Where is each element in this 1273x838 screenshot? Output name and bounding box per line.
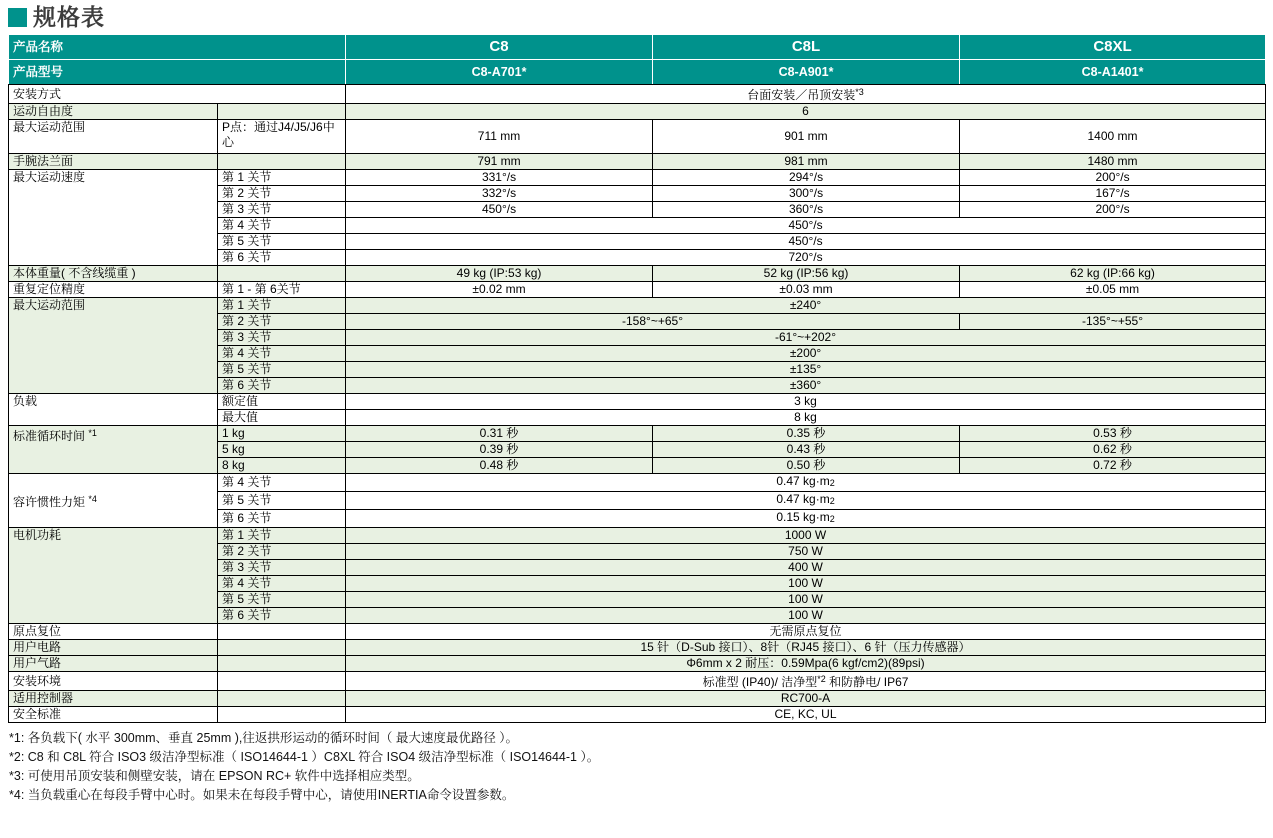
cell-text: -61°~+202°: [775, 330, 836, 344]
spec-value-cell: [346, 510, 1266, 528]
spec-sublabel-cell: [218, 170, 346, 186]
cell-text: 第 2 关节: [222, 314, 272, 328]
spec-value-cell: [346, 560, 1266, 576]
spec-sublabel-cell: [218, 346, 346, 362]
table-row: [9, 154, 1266, 170]
cell-text: 981 mm: [784, 154, 828, 168]
cell-text: 450°/s: [481, 202, 517, 216]
cell-text: 6: [802, 104, 809, 118]
table-row: [9, 672, 1266, 691]
cell-text: 原点复位: [13, 624, 62, 638]
spec-empty-cell: [218, 672, 346, 691]
spec-sublabel-cell: [218, 218, 346, 234]
spec-value-cell: [346, 707, 1266, 723]
spec-value-cell: [346, 250, 1266, 266]
cell-text: 62 kg (IP:66 kg): [1070, 266, 1155, 280]
cell-text: 适用控制器: [13, 691, 74, 705]
spec-value-cell: [960, 314, 1266, 330]
spec-empty-cell: [218, 624, 346, 640]
cell-text: 0.47 kg·m: [776, 474, 830, 488]
column-header-c8: [346, 35, 653, 60]
cell-text: 0.62 秒: [1093, 442, 1132, 456]
cell-text: 用户气路: [13, 656, 62, 670]
spec-value-cell: [653, 442, 960, 458]
spec-value-cell: [346, 672, 1266, 691]
cell-text: Φ6mm x 2 耐压：0.59Mpa(6 kgf/cm2)(89psi): [686, 656, 925, 670]
cell-text: 第 6 关节: [222, 511, 272, 525]
cell-text: 711 mm: [477, 129, 521, 143]
cell-text: C8-A701*: [471, 64, 527, 79]
spec-empty-cell: [218, 640, 346, 656]
cell-text: 167°/s: [1095, 186, 1130, 200]
spec-value-cell: [346, 394, 1266, 410]
cell-text: 运动自由度: [13, 104, 74, 118]
spec-sublabel-cell: [218, 120, 346, 154]
section-title: [8, 4, 1265, 31]
cell-text: 1400 mm: [1087, 129, 1138, 143]
spec-value-cell: [346, 154, 653, 170]
spec-sublabel-cell: [218, 544, 346, 560]
cell-text: RC700-A: [780, 691, 831, 705]
cell-text: 第 4 关节: [222, 475, 272, 489]
cell-text-sub: 2: [829, 514, 835, 524]
spec-label-cell: [9, 266, 218, 282]
table-row: [9, 282, 1266, 298]
table-row: [9, 474, 1266, 492]
cell-text: C8-A901*: [778, 64, 834, 79]
spec-empty-cell: [218, 266, 346, 282]
cell-text: 100 W: [788, 608, 823, 622]
spec-value-cell: [653, 120, 960, 154]
page-title: 规格表: [33, 4, 105, 30]
cell-text: 容许惯性力矩: [13, 494, 89, 509]
cell-text: 手腕法兰面: [13, 154, 74, 168]
cell-text: 安装环境: [13, 673, 62, 688]
spec-value-cell: [346, 656, 1266, 672]
cell-text: -135°~+55°: [1082, 314, 1143, 328]
cell-text: 8 kg: [794, 410, 817, 424]
spec-table: [8, 34, 1266, 723]
footnote-2: *2: C8 和 C8L 符合 ISO3 级洁净型标准（ ISO14644-1 ）C8XL 符合 ISO4 级洁净型标准（ ISO14644-1 ）。: [9, 750, 600, 764]
spec-value-cell: [653, 426, 960, 442]
spec-value-cell: [653, 266, 960, 282]
cell-text: 5 kg: [222, 442, 245, 456]
spec-value-cell: [346, 186, 653, 202]
cell-text: 0.35 秒: [786, 426, 826, 440]
cell-text-big: C8XL: [1093, 38, 1132, 55]
spec-label-cell: [9, 282, 218, 298]
spec-value-cell: [346, 346, 1266, 362]
cell-text: 额定值: [222, 394, 259, 408]
cell-text: P点：通过J4/J5/J6中心: [222, 120, 335, 149]
table-row: [9, 298, 1266, 314]
spec-label-cell: [9, 154, 218, 170]
spec-sublabel-cell: [218, 394, 346, 410]
table-row: [9, 640, 1266, 656]
spec-sublabel-cell: [218, 442, 346, 458]
cell-text: 第 5 关节: [222, 493, 272, 507]
cell-text: 0.53 秒: [1093, 426, 1132, 440]
cell-text: 100 W: [788, 576, 823, 590]
cell-text: 15 针（D-Sub 接口）、8针（RJ45 接口）、6 针（压力传感器）: [640, 640, 971, 654]
spec-sublabel-cell: [218, 362, 346, 378]
spec-value-cell: [346, 442, 653, 458]
cell-text-sub: 2: [829, 478, 835, 488]
cell-text: 第 3 关节: [222, 330, 272, 344]
cell-text: 0.50 秒: [786, 458, 826, 472]
spec-value-cell: [346, 266, 653, 282]
cell-text: 第 3 关节: [222, 560, 272, 574]
cell-text-sup: *2: [817, 674, 826, 684]
cell-text: ±200°: [789, 346, 822, 360]
spec-sublabel-cell: [218, 426, 346, 442]
spec-value-cell: [653, 170, 960, 186]
cell-text-sub: 2: [829, 496, 835, 506]
cell-text: 无需原点复位: [769, 624, 842, 638]
spec-sublabel-cell: [218, 250, 346, 266]
cell-text-big: C8L: [791, 38, 821, 55]
spec-value-cell: [653, 458, 960, 474]
spec-sublabel-cell: [218, 458, 346, 474]
cell-text: ±0.02 mm: [472, 282, 526, 296]
spec-label-cell: [9, 120, 218, 154]
spec-value-cell: [960, 170, 1266, 186]
cell-text: 0.48 秒: [479, 458, 519, 472]
spec-sublabel-cell: [218, 410, 346, 426]
cell-text: 产品型号: [13, 64, 64, 79]
cell-text: 第 4 关节: [222, 346, 272, 360]
table-row: [9, 120, 1266, 154]
spec-sublabel-cell: [218, 474, 346, 492]
cell-text: -158°~+65°: [622, 314, 683, 328]
cell-text: 第 5 关节: [222, 592, 272, 606]
footnotes: [8, 729, 1265, 805]
spec-label-cell: [9, 85, 346, 104]
spec-value-cell: [346, 576, 1266, 592]
cell-text: 台面安装／吊顶安装: [747, 88, 856, 102]
spec-value-cell: [960, 120, 1266, 154]
table-row: [9, 85, 1266, 104]
spec-empty-cell: [218, 691, 346, 707]
cell-text: 第 5 关节: [222, 234, 272, 248]
spec-value-cell: [346, 410, 1266, 426]
spec-label-cell: [9, 691, 218, 707]
cell-text: 331°/s: [481, 170, 517, 184]
table-row: [9, 624, 1266, 640]
cell-text: 电机功耗: [13, 528, 62, 542]
spec-value-cell: [346, 282, 653, 298]
cell-text: C8-A1401*: [1081, 64, 1144, 79]
cell-text: ±240°: [789, 298, 822, 312]
cell-text: 产品名称: [13, 39, 64, 54]
spec-sublabel-cell: [218, 608, 346, 624]
spec-value-cell: [346, 330, 1266, 346]
model-c8l: [653, 60, 960, 85]
table-row: [9, 528, 1266, 544]
model-c8xl: [960, 60, 1266, 85]
cell-text: ±135°: [789, 362, 822, 376]
cell-text: 第 4 关节: [222, 576, 272, 590]
spec-label-cell: [9, 624, 218, 640]
cell-text: 332°/s: [481, 186, 517, 200]
cell-text: 最大运动范围: [13, 298, 86, 312]
spec-value-cell: [346, 120, 653, 154]
cell-text: 第 6 关节: [222, 250, 272, 264]
spec-value-cell: [346, 474, 1266, 492]
cell-text: 52 kg (IP:56 kg): [763, 266, 849, 280]
table-row: [9, 35, 1266, 60]
cell-text: 第 1 关节: [222, 298, 272, 312]
cell-text: 第 2 关节: [222, 186, 272, 200]
column-header-c8l: [653, 35, 960, 60]
cell-text: 0.43 秒: [786, 442, 826, 456]
cell-text: 100 W: [788, 592, 823, 606]
cell-text: 1000 W: [784, 528, 827, 542]
spec-value-cell: [346, 608, 1266, 624]
spec-sublabel-cell: [218, 378, 346, 394]
cell-text: 200°/s: [1095, 170, 1130, 184]
spec-label-cell: [9, 104, 218, 120]
cell-text: 300°/s: [788, 186, 824, 200]
spec-value-cell: [346, 234, 1266, 250]
spec-value-cell: [346, 640, 1266, 656]
cell-text: 1 kg: [222, 426, 245, 440]
cell-text: 负载: [13, 394, 38, 408]
spec-label-cell: [9, 298, 218, 394]
spec-value-cell: [653, 282, 960, 298]
spec-value-cell: [960, 266, 1266, 282]
footnote-3: *3: 可使用吊顶安装和侧壁安装，请在 EPSON RC+ 软件中选择相应类型。: [9, 769, 420, 783]
table-row: [9, 426, 1266, 442]
cell-text: 第 5 关节: [222, 362, 272, 376]
table-row: [9, 170, 1266, 186]
cell-text: 901 mm: [784, 129, 828, 143]
spec-value-cell: [346, 426, 653, 442]
spec-value-cell: [346, 492, 1266, 510]
cell-text: CE, KC, UL: [774, 707, 837, 721]
section-marker-icon: [8, 8, 27, 27]
spec-value-cell: [346, 691, 1266, 707]
cell-text: 49 kg (IP:53 kg): [456, 266, 542, 280]
cell-text: 安全标准: [13, 707, 62, 721]
cell-text: 3 kg: [794, 394, 817, 408]
cell-text: 最大运动速度: [13, 170, 86, 184]
spec-sublabel-cell: [218, 560, 346, 576]
cell-text: 安装方式: [13, 86, 62, 101]
cell-text-sup: *4: [88, 493, 97, 504]
cell-text: 1480 mm: [1087, 154, 1138, 168]
spec-label-cell: [9, 707, 218, 723]
spec-value-cell: [346, 170, 653, 186]
cell-text: 294°/s: [788, 170, 824, 184]
spec-value-cell: [960, 458, 1266, 474]
spec-value-cell: [346, 624, 1266, 640]
cell-text-sup: *3: [855, 87, 864, 97]
spec-value-cell: [346, 378, 1266, 394]
footnote-1: *1: 各负载下( 水平 300mm、垂直 25mm ),往返拱形运动的循环时间（ 最大速度最优路径 ）。: [9, 731, 519, 745]
spec-sublabel-cell: [218, 202, 346, 218]
spec-value-cell: [346, 458, 653, 474]
spec-sublabel-cell: [218, 330, 346, 346]
cell-text: 400 W: [788, 560, 823, 574]
spec-value-cell: [960, 426, 1266, 442]
spec-value-cell: [346, 85, 1266, 104]
product-model-label: [9, 60, 346, 85]
spec-sublabel-cell: [218, 492, 346, 510]
spec-value-cell: [346, 104, 1266, 120]
cell-text-big: C8: [489, 38, 509, 55]
cell-text: 最大值: [222, 410, 259, 424]
spec-sublabel-cell: [218, 314, 346, 330]
spec-empty-cell: [218, 104, 346, 120]
cell-text: 8 kg: [222, 458, 245, 472]
cell-text: 450°/s: [788, 218, 823, 232]
spec-sublabel-cell: [218, 282, 346, 298]
spec-label-cell: [9, 672, 218, 691]
table-row: [9, 266, 1266, 282]
spec-value-cell: [346, 298, 1266, 314]
cell-text: 0.15 kg·m: [776, 510, 830, 524]
cell-text: 第 4 关节: [222, 218, 272, 232]
table-row: [9, 60, 1266, 85]
cell-text: ±0.03 mm: [779, 282, 833, 296]
spec-value-cell: [346, 362, 1266, 378]
cell-text: 0.39 秒: [479, 442, 519, 456]
cell-text: 720°/s: [788, 250, 823, 264]
cell-text: 360°/s: [788, 202, 824, 216]
cell-text: 和防静电/ IP67: [825, 675, 909, 689]
spec-value-cell: [346, 218, 1266, 234]
cell-text: 第 1 关节: [222, 528, 272, 542]
spec-label-cell: [9, 170, 218, 266]
column-header-c8xl: [960, 35, 1266, 60]
spec-label-cell: [9, 656, 218, 672]
spec-value-cell: [960, 442, 1266, 458]
spec-value-cell: [346, 528, 1266, 544]
cell-text: 450°/s: [788, 234, 823, 248]
cell-text: 第 2 关节: [222, 544, 272, 558]
spec-value-cell: [653, 202, 960, 218]
cell-text: ±0.05 mm: [1085, 282, 1140, 296]
cell-text: 0.31 秒: [479, 426, 519, 440]
cell-text: 750 W: [788, 544, 823, 558]
spec-sublabel-cell: [218, 186, 346, 202]
cell-text: 第 1 关节: [222, 170, 272, 184]
cell-text: 第 1 - 第 6关节: [222, 282, 301, 296]
cell-text: 重复定位精度: [13, 282, 86, 296]
cell-text: 第 3 关节: [222, 202, 272, 216]
spec-label-cell: [9, 640, 218, 656]
product-name-label: [9, 35, 346, 60]
spec-value-cell: [653, 186, 960, 202]
table-row: [9, 104, 1266, 120]
spec-label-cell: [9, 528, 218, 624]
spec-label-cell: [9, 394, 218, 426]
cell-text: 标准循环时间: [13, 429, 89, 443]
spec-empty-cell: [218, 154, 346, 170]
cell-text: 第 6 关节: [222, 608, 272, 622]
cell-text: 最大运动范围: [13, 120, 86, 134]
spec-value-cell: [960, 282, 1266, 298]
table-row: [9, 691, 1266, 707]
spec-value-cell: [960, 202, 1266, 218]
spec-empty-cell: [218, 707, 346, 723]
spec-value-cell: [346, 314, 960, 330]
cell-text: 本体重量( 不含线缆重 ): [13, 266, 136, 280]
cell-text: 0.47 kg·m: [776, 492, 830, 506]
cell-text: 标准型 (IP40)/ 洁净型: [702, 675, 818, 689]
spec-value-cell: [346, 544, 1266, 560]
cell-text: 0.72 秒: [1093, 458, 1132, 472]
spec-sublabel-cell: [218, 510, 346, 528]
cell-text: 200°/s: [1095, 202, 1130, 216]
spec-sublabel-cell: [218, 234, 346, 250]
table-row: [9, 656, 1266, 672]
cell-text: ±360°: [789, 378, 822, 392]
footnote-4: *4: 当负载重心在每段手臂中心时。如果未在每段手臂中心，请使用INERTIA命令设置参数。: [9, 788, 515, 802]
table-row: [9, 394, 1266, 410]
cell-text: 791 mm: [477, 154, 521, 168]
cell-text-sup: *1: [88, 428, 97, 438]
spec-sublabel-cell: [218, 528, 346, 544]
spec-table-body: [9, 35, 1266, 723]
spec-sublabel-cell: [218, 298, 346, 314]
spec-value-cell: [960, 154, 1266, 170]
cell-text: 第 6 关节: [222, 378, 272, 392]
spec-sublabel-cell: [218, 576, 346, 592]
cell-text: 用户电路: [13, 640, 62, 654]
spec-label-cell: [9, 474, 218, 528]
spec-empty-cell: [218, 656, 346, 672]
spec-label-cell: [9, 426, 218, 474]
spec-value-cell: [960, 186, 1266, 202]
model-c8: [346, 60, 653, 85]
table-row: [9, 707, 1266, 723]
spec-value-cell: [346, 592, 1266, 608]
spec-value-cell: [653, 154, 960, 170]
spec-sublabel-cell: [218, 592, 346, 608]
spec-value-cell: [346, 202, 653, 218]
